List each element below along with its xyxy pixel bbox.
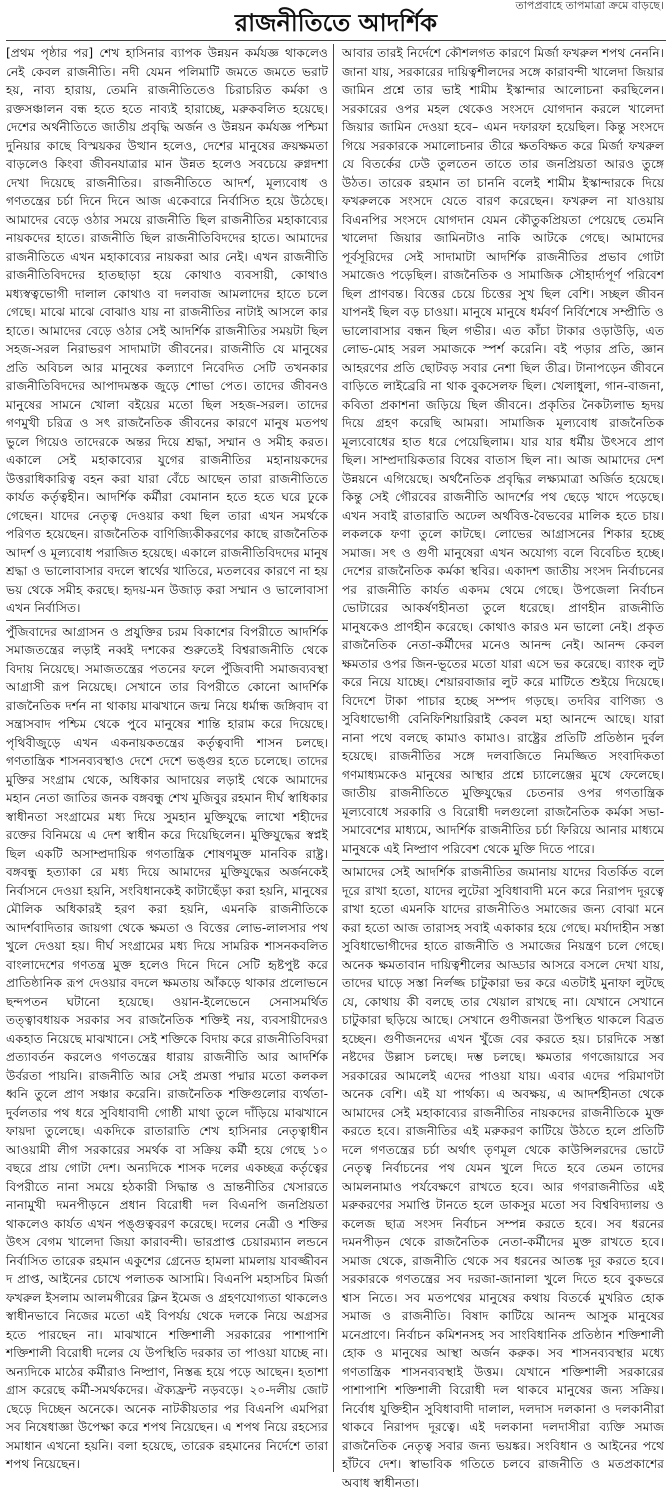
paragraph-left-2: পুঁজিবাদের আগ্রাসন ও প্রযুক্তির চরম বিকাশের বিপরীতে আদর্শিক সমাজতন্ত্রের লড়াই নব্বই দশকের শুরুতেই বিশ্বরাজনীতি থেকে বিদায় নিয়েছে। সমাজতন্ত্রের পতনের ফলে পুঁজিবাদী সমাজব্যবস্থা আগ্রাসী রূপ নিয়েছে। সেখানে তার বিপরীতে কোনো আদর্শিক রাজনৈতিক দর্শন না থাকায় মাঝখানে জন্ম নিয়ে ধর্মান্ধ জঙ্গিবাদ বা সন্ত্রাসবাদ পশ্চিম থেকে পুবে মানুষের শান্তি হারাম করে দিয়েছে। পৃথিবীজুড়ে এখন একনায়কতন্ত্রের কর্তৃত্ববাদী শাসন চলছে। গণতান্ত্রিক শাসনব্যবস্থাও দেশে দেশে ভঙ্গুর হতে চলেছে। তাদের মুক্তির সংগ্রাম থেকে, অধিকার আদায়ের লড়াই থেকে আমাদের মহান নেতা জাতির জনক বঙ্গবন্ধু শেখ মুজিবুর রহমান দীর্ঘ স্বাধিকার স্বাধীনতা সংগ্রামের মধ্য দিয়ে সুমহান মুক্তিযুদ্ধে লাখো শহীদের রক্তের বিনিময়ে এ দেশ স্বাধীন করে দিয়েছিলেন। মুক্তিযুদ্ধের স্বপ্নই ছিল একটি অসাম্প্রদায়িক গণতান্ত্রিক শোষণমুক্ত মানবিক রাষ্ট্র। বঙ্গবন্ধু হত্যাকা রে মধ্য দিয়ে আমাদের মুক্তিযুদ্ধের অর্জনকেই নির্বাসনে দেওয়া হয়নি, সংবিধানকেই কাটাছেঁড়া করা হয়নি, মানুষের মৌলিক অধিকারই হরণ করা হয়নি, এমনকি রাজনীতিকে আদর্শবাদিতার জায়গা থেকে ক্ষমতা ও বিত্তের লোভ-লালসার পথ খুলে দেওয়া হয়। দীর্ঘ সংগ্রামের মধ্য দিয়ে সামরিক শাসনকবলিত বাংলাদেশের গণতন্ত্র মুক্ত হলেও দিনে দিনে সেটি হৃষ্টপুষ্ট করে প্রাতিষ্ঠানিক রূপ দেওয়ার বদলে ক্ষমতায় আঁকড়ে থাকার প্রলোভনে ছন্দপতন ঘটানো হয়েছে। ওয়ান-ইলেভেনে সেনাসমর্থিত তত্ত্বাবধায়ক সরকার সব রাজনৈতিক শক্তিই নয়, ব্যবসায়ীদেরও একহাত নিয়েছে মাঝখানে। সেই শক্তিকে বিদায় করে রাজনীতিবিদরা প্রত্যাবর্তন করলেও গণতন্ত্রের ধারায় রাজনীতি আর আদর্শিক উর্বরতা পায়নি। রাজনীতি আর সেই প্রমত্তা পদ্মার মতো কলকল ধ্বনি তুলে প্রাণ সঞ্চার করেনি। রাজনৈতিক শক্তিগুলোর ব্যর্থতা-দুর্বলতার পথ ধরে সুবিধাবাদী গোষ্ঠী মাথা তুলে দাঁড়িয়ে মাঝখানে ফায়দা তুলেছে। একদিকে রাতারাতি শেখ হাসিনার নেতৃত্বাধীন আওয়ামী লীগ সরকারের সমর্থক বা সক্রিয় কর্মী হয়ে গেছে ১০ বছরে প্রায় গোটা দেশ। অন্যদিকে শাসক দলের একচ্ছত্র কর্তৃত্বের বিপরীতে নানা সময়ে হঠকারী সিদ্ধান্ত ও ভ্রান্তনীতির খেসারতে নানামুখী দমনপীড়নে প্রধান বিরোধী দল বিএনপি জনপ্রিয়তা থাকলেও কার্যত এখন পঙ্গুত্ববরণ করেছে। দলের নেত্রী ও শক্তির উৎস বেগম খালেদা জিয়া কারাবন্দী। ভারপ্রাপ্ত চেয়ারম্যান লন্ডনে নির্বাসিত তারেক রহমান একুশের গ্রেনেড হামলা মামলায় যাবজ্জীবন দ প্রাপ্ত, আইনের চোখে পলাতক আসামি। বিএনপি মহাসচিব মির্জা ফখরুল ইসলাম আলমগীরের ক্লিন ইমেজ ও গ্রহণযোগ্যতা থাকলেও স্বাধীনভাবে নিজের মতো এই বিপর্যয় থেকে দলকে নিয়ে অগ্রসর হতে পারছেন না। মাঝখানে শক্তিশালী সরকারের পাশাপাশি শক্তিশালী বিরোধী দলের যে উপস্থিতি দরকার তা পাওয়া যাচ্ছে না। অন্যদিকে মাঠের কর্মীরাও নিষ্প্রাণ, নিস্তব্ধ হয়ে পড়ে আছেন। হতাশা গ্রাস করেছে কর্মী-সমর্থকদের। ঐক্যফ্রন্ট নড়বড়ে। ২০-দলীয় জোট ছেড়ে দিচ্ছেন অনেকে। অনেক নাটকীয়তার পর বিএনপি এমপিরা সব নিষেধাজ্ঞা উপেক্ষা করে শপথ নিয়েছেন। এ শপথ নিয়ে রহস্যের সমাধান এখনো হয়নি। বলা হয়েছে, তারেক রহমানের নির্দেশে তারা শপথ নিয়েছেন। xyxy=(6,624,328,1471)
column-divider xyxy=(333,44,334,1472)
paragraph-right-2: আমাদের সেই আদর্শিক রাজনীতির জমানায় যাদের বিতর্কিত বলে দূরে রাখা হতো, যাদের লুটেরা সুবিধাবাদী মনে করে নিরাপদ দূরত্বে রাখা হতো এমনকি যাদের রাজনীতিও সমাজের জন্য বোঝা মনে করা হতো আজ তারাসহ সবাই একাকার হয়ে গেছে। মর্যাদাহীন সস্তা সুবিধাভোগীদের হাতে রাজনীতি ও সমাজের নিয়ন্ত্রণ চলে গেছে। অনেক ক্ষমতাবান দায়িত্বশীলের আড্ডার আসরে বসলে দেখা যায়, তাদের ঘাড়ে সস্তা নির্লজ্জ চাটুকারা ভর করে এতটাই মুনাফা লুটছে যে, কোথায় কী বলছে তার খেয়াল রাখছে না। যেখানে সেখানে চাটুকারা ছড়িয়ে আছে। সেখানে গুণীজনরা উপস্থিত থাকলে বিব্রত হচ্ছেন। গুণীজনদের এখন খুঁজে বের করতে হয়। চারদিকে সস্তা নষ্টদের উল্লাস চলছে। দম্ভ চলছে। ক্ষমতার গণজোয়ারে সব সরকারের আমলেই এদের পাওয়া যায়। এবার এদের পরিমাণটা অনেক বেশি। এই যা পার্থক্য। এ অবক্ষয়, এ আদর্শহীনতা থেকে আমাদের সেই মহাকাব্যের রাজনীতির নায়কদের রাজনীতিকে মুক্ত করতে হবে। রাজনীতির এই মরুকরণ কাটিয়ে উঠতে হলে প্রতিটি দলে গণতন্ত্রের চর্চা অর্থাৎ তৃণমূল থেকে কাউন্সিলরদের ভোটে নেতৃত্ব নির্বাচনের পথ যেমন খুলে দিতে হবে তেমন তাদের আমলনামাও পর্যবেক্ষণে রাখতে হবে। আর গণরাজনীতির এই মরুকরণের সমাপ্তি টানতে হলে ডাকসুর মতো সব বিশ্ববিদ্যালয় ও কলেজ ছাত্র সংসদ নির্বাচন সম্পন্ন করতে হবে। সব ধরনের দমনপীড়ন থেকে রাজনৈতিক নেতা-কর্মীদের মুক্ত রাখতে হবে। সমাজ থেকে, রাজনীতি থেকে সব ধরনের আতঙ্ক দূর করতে হবে। সরকারকে গণতন্ত্রের সব দরজা-জানালা খুলে দিতে হবে বুকভরে শ্বাস নিতে। সব মতপথের মানুষের কথায় বিতর্কে মুখরিত হোক সমাজ ও রাজনীতি। বিষাদ কাটিয়ে আনন্দ আসুক মানুষের মনেপ্রাণে। নির্বাচন কমিশনসহ সব সাংবিধানিক প্রতিষ্ঠান শক্তিশালী হোক ও মানুষের আস্থা অর্জন করুক। সব শাসনব্যবস্থার মধ্যে গণতান্ত্রিক শাসনব্যবস্থাই উত্তম। যেখানে শক্তিশালী সরকারের পাশাপাশি শক্তিশালী বিরোধী দল থাকবে মানুষের জন্য সক্রিয়। নির্বোধ যুক্তিহীন সুবিধাবাদী দালাল, দলদাস দলকানা ও দলকানীরা থাকবে নিরাপদ দূরত্বে। এই দলকানা দলদাসীরা ব্যক্তি সমাজ রাজনৈতিক নেতৃত্ব সবার জন্য ভয়ঙ্কর। সংবিধান ও আইনের পথে হাঁটবে দেশ। স্বাভাবিক গতিতে চলবে রাজনীতি ও মতপ্রকাশের অবাধ স্বাধীনতা। xyxy=(342,865,664,1490)
right-column xyxy=(342,44,664,1490)
article-headline: রাজনীতিতে আদর্শিক xyxy=(234,9,438,37)
paragraph-right-1: আবার তারই নির্দেশে কৌশলগত কারণে মির্জা ফখরুল শপথ নেননি। জানা যায়, সরকারের দায়িত্বশীলদের সঙ্গে কারাবন্দী খালেদা জিয়ার জামিন প্রশ্নে তার ভাই শামীম ইস্কান্দার আলোচনা করছিলেন। সরকারের ওপর মহল থেকেও সংসদে যোগদান করলে খালেদা জিয়ার জামিন দেওয়া হবে– এমন দফারফা হয়েছিল। কিন্তু সংসদে গিয়ে সরকারকে সমালোচনার তীরে ক্ষতবিক্ষত করে মির্জা ফখরুল যে বিতর্কের ঢেউ তুলতেন তাতে তার জনপ্রিয়তা আরও তুঙ্গে উঠত। তারেক রহমান তা চাননি বলেই শামীম ইস্কান্দারকে দিয়ে ফখরুলকে সংসদে যেতে বারণ করেছেন। ফখরুল না যাওয়ায় বিএনপির সংসদে যোগদান যেমন কৌতুকপ্রিয়তা পেয়েছে তেমনি খালেদা জিয়ার জামিনটাও নাকি আটকে গেছে। আমাদের পূর্বসূরিদের সেই সাদামাটা আদর্শিক রাজনীতির প্রভাব গোটা সমাজেও পড়েছিল। রাজনৈতিক ও সামাজিক সৌহার্দ্যপূর্ণ পরিবেশ ছিল প্রাণবন্ত। বিত্তের চেয়ে চিত্তের সুখ ছিল বেশি। সচ্ছল জীবন যাপনই ছিল বড় চাওয়া। মানুষে মানুষে ধর্মবর্ণ নির্বিশেষে সম্প্রীতি ও ভালোবাসার বন্ধন ছিল গভীর। এত কাঁচা টাকার ওড়াউড়ি, এত লোভ-মোহ সরল সমাজকে স্পর্শ করেনি। বই পড়ার প্রতি, জ্ঞান আহরণের প্রতি ছোটবড় সবার নেশা ছিল তীব্র। টানাপড়েন জীবনে বাড়িতে লাইব্রেরি না থাক বুকসেলফ ছিল। খেলাধুলা, গান-বাজনা, কবিতা প্রকাশনা জড়িয়ে ছিল জীবনে। প্রকৃতির নৈকট্যলাভ হৃদয় দিয়ে গ্রহণ করেছি আমরা। সামাজিক মূল্যবোধ রাজনৈতিক মূল্যবোধের হাত ধরে পেয়েছিলাম। যার যার ধর্মীয় উৎসবে প্রাণ ছিল। সাম্প্রদায়িকতার বিষের বাতাস ছিল না। আজ আমাদের দেশ উন্নয়নে এগিয়েছে। অর্থনৈতিক প্রবৃদ্ধির লক্ষ্যমাত্রা অর্জিত হয়েছে। কিন্তু সেই গৌরবের রাজনীতি আদর্শের পথ ছেড়ে খাদে পড়েছে। এখন সবাই রাতারাতি অঢেল অর্থবিত্ত-বৈভবের মালিক হতে চায়। লকলকে ফণা তুলে কাটছে। লোভের আগ্রাসনের শিকার হচ্ছে সমাজ। সৎ ও গুণী মানুষেরা এখন অযোগ্য বলে বিবেচিত হচ্ছে। দেশের রাজনৈতিক কর্মকা স্থবির। একাদশ জাতীয় সংসদ নির্বাচনের পর রাজনীতি কার্যত একদম থেমে গেছে। উপজেলা নির্বাচন ভোটারের আকর্ষণহীনতা তুলে ধরেছে। প্রাণহীন রাজনীতি মানুষকেও প্রাণহীন করেছে। কোথাও কারও মন ভালো নেই। প্রকৃত রাজনৈতিক নেতা-কর্মীদের মনেও আনন্দ নেই। আনন্দ কেবল ক্ষমতার ওপর জিন-ভূতের মতো যারা এসে ভর করেছে। ব্যাংক লুট করে নিয়ে যাচ্ছে। শেয়ারবাজার লুট করে মাটিতে শুইয়ে দিয়েছে। বিদেশে টাকা পাচার হচ্ছে সম্পদ গড়ছে। তদবির বাণিজ্য ও সুবিধাভোগী বেনিফিশিয়ারিরাই কেবল মহা আনন্দে আছে। যারা নানা পথে বলছে কামাও কামাও। রাষ্ট্রের প্রতিটি প্রতিষ্ঠান দুর্বল হয়েছে। রাজনীতির সঙ্গে দলবাজিতে নিমজ্জিত সংবাদিকতা গণমাধ্যমকেও মানুষের আস্থার প্রশ্নে চ্যালেঞ্জের মুখে ফেলেছে। জাতীয় রাজনীতিতে মুক্তিযুদ্ধের চেতনার ওপর গণতান্ত্রিক মূল্যবোধে সরকারি ও বিরোধী দলগুলো রাজনৈতিক কর্মকা সভা-সমাবেশের মাধ্যমে, আদর্শিক রাজনীতির চর্চা ফিরিয়ে আনার মাধ্যমে মানুষকে এই নিষ্প্রাণ পরিবেশ থেকে মুক্তি দিতে পারে। xyxy=(342,46,664,856)
section-divider xyxy=(342,860,664,861)
paragraph-left-1 xyxy=(6,44,328,618)
section-divider xyxy=(6,620,328,621)
headline-rule xyxy=(6,40,666,41)
paragraph-left-1-text: শেখ হাসিনার ব্যাপক উন্নয়ন কর্মযজ্ঞ থাকলেও নেই কেবল রাজনীতি। নদী যেমন পলিমাটি জমতে জমতে ভরাট হয়, নাব্য হারায়, তেমনি রাজনীতিতেও চিরাচরিত কর্মকা ও রক্তসঞ্চালন বন্ধ হতে হতে নাব্যই হারাচ্ছে, মরুকবলিত হয়েছে। দেশের অর্থনীতিতে জাতীয় প্রবৃদ্ধি অর্জন ও উন্নয়ন কর্মযজ্ঞ পশ্চিমা দুনিয়ার কাছে বিস্ময়কর উত্থান হলেও, দেশের মানুষের ক্রয়ক্ষমতা বাড়লেও কিংবা জীবনযাত্রার মান উন্নত হলেও সবচেয়ে রুগ্নদশা দেখা দিয়েছে রাজনীতির। রাজনীতিতে আদর্শ, মূল্যবোধ ও গণতন্ত্রের চর্চা দিনে দিনে আজ একেবারে নির্বাসিত হয়ে উঠেছে। আমাদের বেড়ে ওঠার সময়ে রাজনীতি ছিল রাজনীতির মহাকাব্যের নায়কদের হাতে। রাজনীতি ছিল রাজনীতিবিদদের হাতে। আমাদের রাজনীতিতে এখন মহাকাব্যের নায়করা আর নেই। এখন রাজনীতি রাজনীতিবিদদের হাতছাড়া হয়ে কোথাও ব্যবসায়ী, কোথাও মধ্যস্বত্বভোগী দালাল কোথাও বা দলবাজ আমলাদের হাতে চলে গেছে। মাঝে মাঝে বোঝাও যায় না রাজনীতির নাটাই আসলে কার হাতে। আমাদের বেড়ে ওঠার সেই আদর্শিক রাজনীতির সময়টা ছিল সহজ-সরল নিরাভরণ সাদামাটা জীবনের। রাজনীতি যে মানুষের প্রতি অবিচল আর মানুষের কল্যাণে নিবেদিত সেটি তখনকার রাজনীতিবিদদের আপাদমস্তক জুড়ে শোভা পেত। তাদের জীবনও মানুষের সামনে খোলা বইয়ের মতো ছিল সহজ-সরল। তাদের গণমুখী চরিত্র ও সৎ রাজনৈতিক জীবনের কারণে মানুষ মতপথ ভুলে গিয়েও তাদেরকে অন্তর দিয়ে শ্রদ্ধা, সম্মান ও সমীহ করত। একালে সেই মহাকাব্যের যুগের রাজনীতির মহানায়কদের উত্তরাধিকারিত্ব বহন করা যারা বেঁচে আছেন তারা রাজনীতিতে কার্যত কর্তৃত্বহীন। আদর্শিক কর্মীরা বেমানান হতে হতে ঘরে ঢুকে গেছেন। যাদের নেতৃত্ব দেওয়ার কথা ছিল তারা এখন সমর্থকে পরিণত হয়েছেন। রাজনৈতিক বাণিজ্যিকীকরণের কাছে রাজনৈতিক আদর্শ ও মূল্যবোধ পরাজিত হয়েছে। একালে রাজনীতিবিদদের মানুষ শ্রদ্ধা ও ভালোবাসার বদলে স্বার্থের খাতিরে, মতলবের কারণে না হয় ভয় থেকে সমীহ করছে। হৃদয়-মন উজাড় করা সম্মান ও ভালোবাসা এখন নির্বাসিত। xyxy=(6,46,328,615)
continuation-tag: [প্রথম পৃষ্ঠার পর] xyxy=(6,46,94,60)
previous-article-tail: তাপপ্রবাহে তাপমাত্রা ক্রমে বাড়ছে। xyxy=(515,0,664,12)
left-column xyxy=(6,44,328,1472)
